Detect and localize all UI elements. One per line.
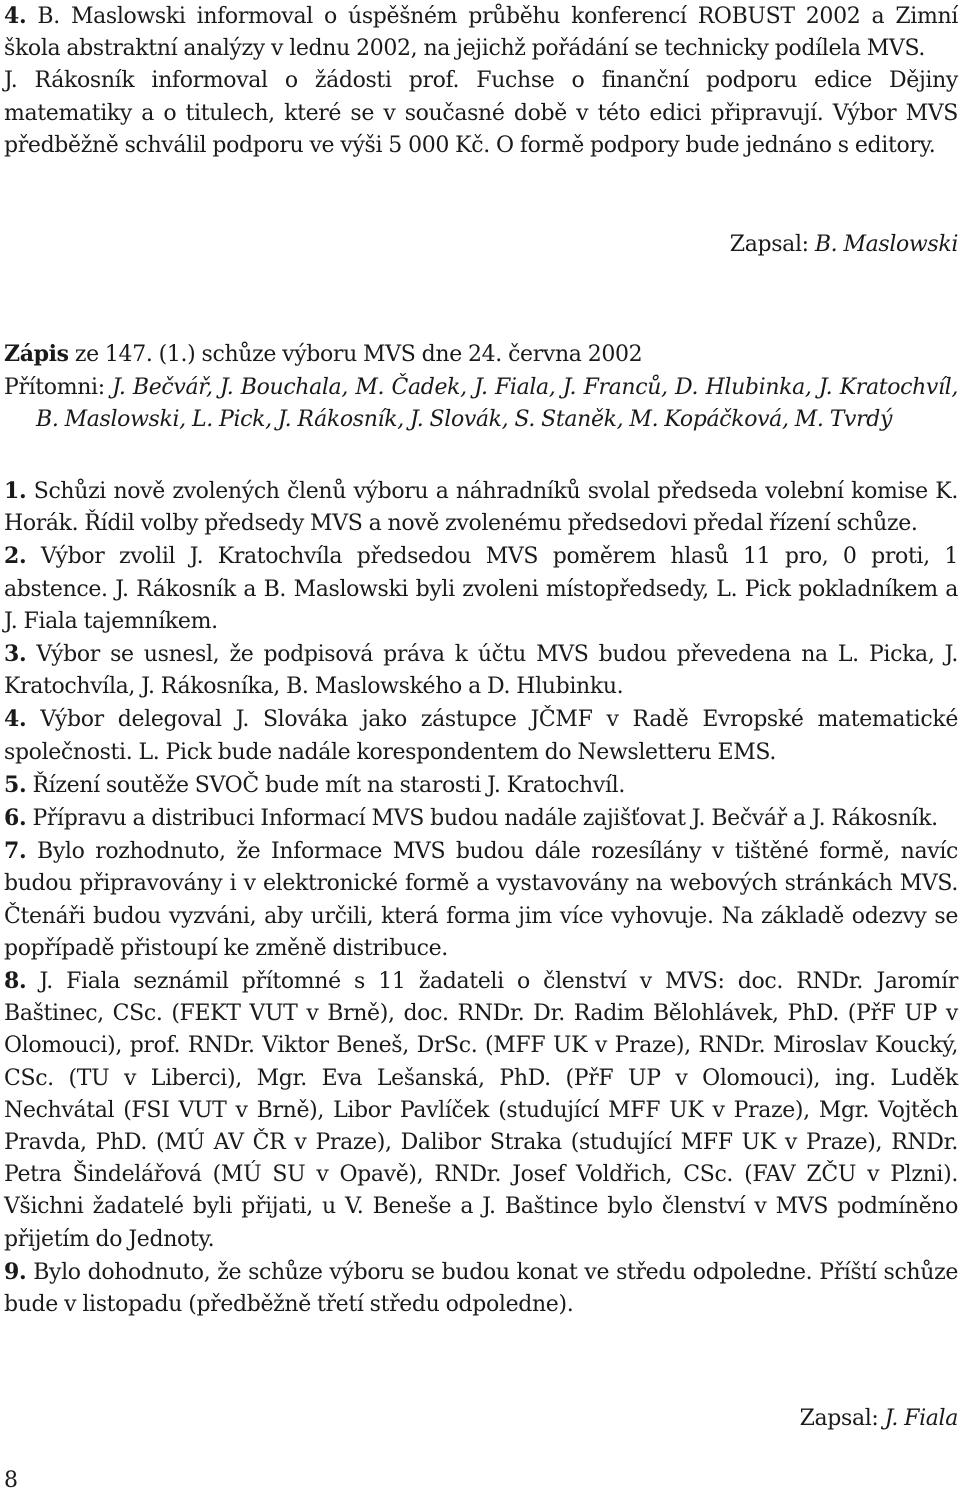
signature-name: J. Fiala — [884, 1406, 958, 1431]
minutes-item — [4, 540, 958, 638]
item-number: 3. — [4, 641, 27, 668]
heading-bold: Zápis — [4, 341, 69, 367]
item-number: 4. — [4, 706, 27, 733]
item-number: 7. — [4, 838, 27, 865]
item-text: Výbor se usnesl, že podpisová práva k účtu MVS budou převedena na L. Picka, J. Kratochvíla, J. Rákosníka, B. Maslowského a D. Hlubinku. — [4, 642, 958, 700]
item-text: Schůzi nově zvolených členů výboru a náhradníků svolal předseda volební komise K. Horák. Řídil volby předsedy MVS a nově zvolenému předsedovi předal řízení schůze. — [4, 479, 958, 537]
attendees-label: Přítomni: — [4, 375, 105, 400]
minutes-item — [4, 703, 958, 768]
item-text: Bylo dohodnuto, že schůze výboru se budou konat ve středu odpoledne. Příští schůze bude v listopadu (předběžně třetí středu odpoledne). — [4, 1259, 958, 1318]
item-text: Řízení soutěže SVOČ bude mít na starosti J. Kratochvíl. — [32, 772, 625, 798]
minutes-item — [4, 802, 958, 835]
signature-fiala — [800, 1403, 958, 1435]
attendees-line — [4, 372, 958, 436]
item-number: 6. — [4, 805, 27, 832]
item-number: 9. — [4, 1258, 27, 1285]
signature-maslowski — [730, 229, 958, 261]
heading-rest: ze 147. (1.) schůze výboru MVS dne 24. června 2002 — [74, 342, 643, 367]
item-text: Výbor delegoval J. Slováka jako zástupce JČMF v Radě Evropské matematické společnosti. L. Pick bude nadále korespondentem do Newsletteru EMS. — [4, 707, 958, 765]
minutes-items — [4, 475, 958, 1321]
signature-label: Zapsal: — [799, 1406, 879, 1431]
item-text: Bylo rozhodnuto, že Informace MVS budou dále rozesílány v tištěné formě, navíc budou připravovány i v elektronické formě a vystavovány na webových stránkách MVS. Čtenáři budou vyzváni, aby určili, která forma jim více vyhovuje. Na základě odezvy se popřípadě přistoupí ke změně distribuce. — [4, 839, 958, 961]
attendees — [4, 372, 958, 436]
item-text: J. Fiala seznámil přítomné s 11 žadateli o členství v MVS: doc. RNDr. Jaromír Baštinec, CSc. (FEKT VUT v Brně), doc. RNDr. Dr. Radim Bělohlávek, PhD. (PřF UP v Olomouci), prof. RNDr. Viktor Beneš, DrSc. (MFF UK v Praze), RNDr. Miroslav Koucký, CSc. (TU v Liberci), Mgr. Eva Lešanská, PhD. (PřF UP v Olomouci), ing. Luděk Nechvátal (FSI VUT v Brně), Libor Pavlíček (studující MFF UK v Praze), Mgr. Vojtěch Pravda, PhD. (MÚ AV ČR v Praze), Dalibor Straka (studující MFF UK v Praze), RNDr. Petra Šindelářová (MÚ SU v Opavě), RNDr. Josef Voldřich, CSc. (FAV ZČU v Plzni). Všichni žadatelé byli přijati, u V. Beneše a J. Baštince bylo členství v MVS podmíněno přijetím do Jednoty. — [4, 969, 958, 1252]
signature-name: B. Maslowski — [814, 232, 958, 257]
signature-label: Zapsal: — [729, 232, 809, 257]
item-text: Výbor zvolil J. Kratochvíla předsedou MVS poměrem hlasů 11 pro, 0 proti, 1 abstence. J. Rákosník a B. Maslowski byli zvoleni místopředsedy, L. Pick pokladníkem a J. Fiala tajemníkem. — [4, 544, 958, 634]
minutes-item — [4, 965, 958, 1256]
minutes-heading — [4, 338, 642, 371]
minutes-item — [4, 835, 958, 965]
item-text: Přípravu a distribuci Informací MVS budou nadále zajišťovat J. Bečvář a J. Rákosník. — [32, 806, 938, 832]
item-number: 2. — [4, 543, 27, 570]
minutes-item — [4, 769, 958, 802]
minutes-item — [4, 1256, 958, 1321]
paragraph-item-4 — [4, 0, 958, 65]
paragraph-rakosnik: J. Rákosník informoval o žádosti prof. Fuchse o finanční podporu edice Dějiny matematiky a o titulech, které se v současné době v této edici připravují. Výbor MVS předběžně schválil podporu ve výši 5 000 Kč. O formě podpory bude jednáno s editory. — [4, 68, 958, 158]
item-number: 4. — [4, 3, 27, 29]
item-number: 8. — [4, 968, 27, 995]
item-text: B. Maslowski informoval o úspěšném průběhu konferencí ROBUST 2002 a Zimní škola abstraktní analýzy v lednu 2002, na jejichž pořádání se technicky podílela MVS. — [4, 4, 958, 62]
attendees-names: J. Bečvář, J. Bouchala, M. Čadek, J. Fiala, J. Franců, D. Hlubinka, J. Kratochvíl, B. Maslowski, L. Pick, J. Rákosník, J. Slovák, S. Staněk, M. Kopáčková, M. Tvrdý — [36, 375, 958, 433]
page-number: 8 — [4, 1468, 18, 1493]
item-number: 1. — [4, 478, 27, 504]
minutes-item — [4, 638, 958, 703]
previous-minutes-end — [4, 0, 958, 162]
item-number: 5. — [4, 771, 27, 798]
minutes-item — [4, 475, 958, 540]
